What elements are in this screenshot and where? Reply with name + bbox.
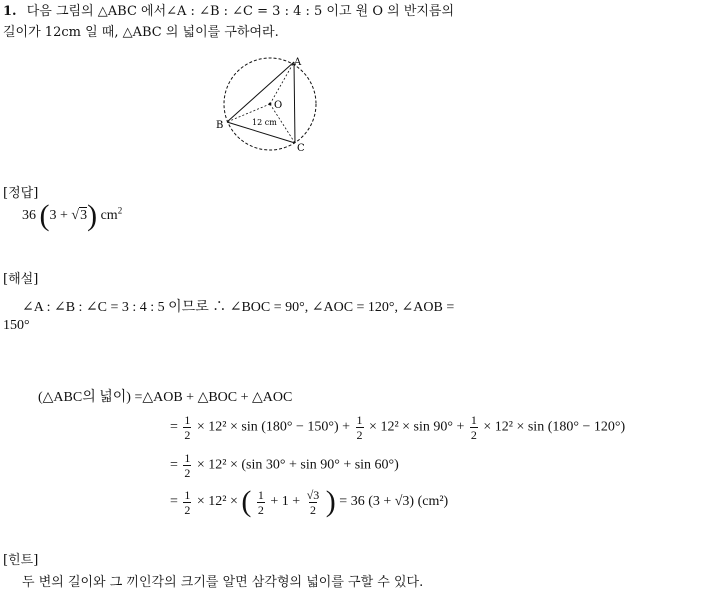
problem-line-1: 다음 그림의 △ABC 에서∠A : ∠B : ∠C = 3 : 4 : 5 이고 원 O 의 반지름의 <box>26 4 455 19</box>
frac-den: 2 <box>310 502 316 517</box>
equation-line-1: (△ABC의 넓이) =△AOB + △BOC + △AOC <box>38 390 293 405</box>
problem-line-2: 길이가 12cm 일 때, △ABC 의 넓이를 구하여라. <box>3 25 279 40</box>
label-b: B <box>216 120 224 131</box>
fraction-half <box>183 451 191 480</box>
label-c: C <box>297 143 305 154</box>
explanation-heading: [해설] <box>3 272 39 287</box>
fraction-half <box>257 488 265 517</box>
answer-heading: [정답] <box>3 186 39 201</box>
fraction-half <box>356 413 364 442</box>
fraction-half <box>183 488 191 517</box>
label-a: A <box>294 57 302 68</box>
eq4-plus-one: + 1 + <box>270 494 301 510</box>
frac-num: 1 <box>470 413 477 427</box>
hint-heading: [힌트] <box>3 553 39 568</box>
answer-exp: 2 <box>117 205 123 216</box>
side-ac <box>294 62 295 143</box>
problem-statement <box>3 0 454 19</box>
radius-oa <box>270 62 294 104</box>
frac-num-sqrt3: √3 <box>306 487 320 502</box>
frac-den: 2 <box>257 502 264 517</box>
eq4-equals: = <box>170 494 178 510</box>
answer-root: 3 <box>80 208 88 224</box>
fraction-sqrt3-half <box>306 488 321 517</box>
fraction-half <box>470 413 478 442</box>
problem-number: 1. <box>3 4 17 19</box>
label-o: O <box>274 100 283 111</box>
frac-den: 2 <box>356 428 363 442</box>
frac-den: 2 <box>184 466 191 480</box>
answer-plus: + <box>60 208 68 224</box>
eq3-equals: = <box>170 457 178 473</box>
fraction-half <box>183 413 191 442</box>
eq3-term-1: × 12² × (sin 30° + sin 90° + sin 60°) <box>196 457 399 473</box>
eq4-term-1: × 12² × <box>196 494 238 510</box>
frac-den: 2 <box>470 428 477 442</box>
answer-expression: 36 (3 + √3) $cm^2$ <box>22 199 123 232</box>
answer-coef: 36 <box>22 208 36 224</box>
equation-line-3 <box>170 451 399 480</box>
explanation-line-1: ∠A : ∠B : ∠C = 3 : 4 : 5 이므로 ∴ ∠BOC = 90°, ∠AOC = 120°, ∠AOB = <box>22 300 455 315</box>
equation-line-4: = $\frac{1}{2}$ × 12² × ( $\frac{1}{2}$ + 1 + $\frac{√3}{2}$ ) = 36 (3 + √3) (cm²) <box>170 485 449 518</box>
triangle-circle-figure <box>212 52 322 160</box>
explanation-line-2: 150° <box>3 318 30 333</box>
eq2-term-3: × 12² × sin (180° − 120°) <box>483 419 626 435</box>
frac-den: 2 <box>184 428 191 442</box>
frac-num: 1 <box>184 451 191 465</box>
equation-line-2 <box>170 413 625 442</box>
frac-num: 1 <box>257 487 264 502</box>
answer-unit: cm <box>100 208 118 224</box>
eq2-term-2: × 12² × sin 90° + <box>369 419 465 435</box>
frac-num: 1 <box>184 487 191 502</box>
center-point <box>269 103 272 106</box>
frac-num: 1 <box>184 413 191 427</box>
eq2-term-1: × 12² × sin (180° − 150°) + <box>196 419 351 435</box>
hint-text: 두 변의 길이와 그 끼인각의 크기를 알면 삼각형의 넓이를 구할 수 있다. <box>22 575 424 590</box>
answer-three: 3 <box>49 208 57 224</box>
frac-num: 1 <box>356 413 363 427</box>
eq2-equals: = <box>170 419 178 435</box>
radius-label: 12 cm <box>252 118 277 127</box>
frac-den: 2 <box>184 502 191 517</box>
side-ab <box>227 62 294 122</box>
eq4-rhs: = 36 (3 + √3) (cm²) <box>339 494 449 510</box>
